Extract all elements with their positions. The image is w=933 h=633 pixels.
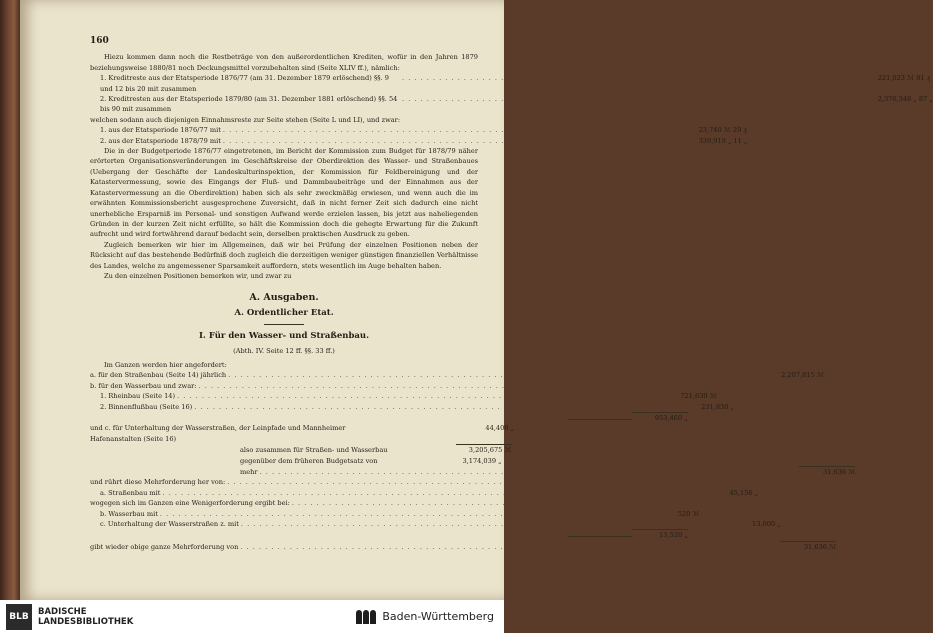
budget-row xyxy=(90,519,781,529)
budget-row-label: c. Unterhaltung der Wasserstraßen z. mit xyxy=(100,520,239,529)
budget-row xyxy=(90,509,700,519)
credit-line-1: 1. Kreditreste aus der Etatsperiode 1876/77 (am 31. Dezember 1879 erlöschend) §§. 9 und 12 bis 20 mit zusammen . . . 221,023 ℳ 81 ₰ xyxy=(90,73,478,94)
budget-row xyxy=(90,412,688,423)
book-binding xyxy=(0,0,20,600)
budget-row xyxy=(90,498,478,508)
budget-row xyxy=(90,477,478,487)
divider xyxy=(264,324,304,325)
budget-row-subvalue: 13,000 „ xyxy=(752,520,781,529)
state-branding xyxy=(354,609,494,625)
budget-row xyxy=(90,466,856,477)
budget-row-label: und rührt diese Mehrforderung her von: xyxy=(90,478,226,487)
budget-row-label: b. für den Wasserbau und zwar: xyxy=(90,381,197,390)
budget-row xyxy=(90,541,837,552)
budget-row-value: 3,205,675 ℳ xyxy=(456,444,512,455)
budget-row xyxy=(90,488,759,498)
section-heading-wasser-strassenbau: I. Für den Wasser- und Straßenbau. xyxy=(198,331,370,342)
state-lions-icon xyxy=(354,609,376,625)
budget-row-label: und c. für Unterhaltung der Wasserstraßen, der Leinpfade und Mannheimer Hafenanstalten (Seite 16) xyxy=(90,424,346,443)
totals-intro: Im Ganzen werden hier angefordert: xyxy=(104,360,227,369)
budget-row-label: gegenüber dem früheren Budgetsatz von xyxy=(240,456,378,465)
section-reference: (Abth. IV. Seite 12 ff. §§. 33 ff.) xyxy=(233,346,335,355)
page-number: 160 xyxy=(90,36,109,46)
reserve-line-1: 1. aus der Etatsperiode 1876/77 mit . . . 23,740 ℳ 29 ₰ xyxy=(90,125,478,135)
budget-items xyxy=(90,370,856,552)
blb-logo-icon: BLB xyxy=(6,604,32,630)
budget-row-label: also zusammen für Straßen- und Wasserbau xyxy=(240,446,388,455)
credit-line-2: 2. Kreditresten aus der Etatsperiode 1879/80 (am 31. Dezember 1881 erlöschend) §§. 54 bis 90 mit zusammen . . . 2,376,348 „ 87 „ xyxy=(90,94,478,115)
budget-row-subvalue: 231,830 „ xyxy=(701,402,734,411)
budget-row-label: 2. Binnenflußbau (Seite 16) xyxy=(100,402,193,411)
budget-row-subvalue xyxy=(568,419,632,420)
budget-row-label: a. Straßenbau mit xyxy=(100,488,161,497)
document-page xyxy=(90,36,933,552)
budget-row xyxy=(90,423,514,444)
footer-bar xyxy=(0,600,504,633)
budget-row-label: gibt wieder obige ganze Mehrforderung von xyxy=(90,542,239,551)
budget-row-subvalue: 721,630 ℳ xyxy=(680,392,717,401)
reserve-intro: welchen sodann auch diejenigen Einnahmsreste zur Seite stehen (Seite L und LI), und zwar: xyxy=(90,115,401,124)
library-branding xyxy=(6,604,133,630)
budget-row-value: 953,460 „ xyxy=(632,412,688,423)
budget-row-value: 45,156 „ xyxy=(729,488,759,497)
library-name-line-2: LANDESBIBLIOTHEK xyxy=(38,616,134,627)
budget-row-label: mehr xyxy=(240,468,258,477)
budget-row-label: b. Wasserbau mit xyxy=(100,509,158,518)
body-paragraph: Die in der Budgetperiode 1876/77 eingetretenen, im Bericht der Kommission zum Budget für 1878/79 näher erörterten Organisationsveränderungen im Geschäftskreise der Oberdirektion des Wasser- und Straßenbaues (Uebergang der Geschäfte der Landeskulturinspektion, der Kommission für Feldbereinigung und der Katastervermessung, sowie des Eingangs der Fluß- und Dammbaubeiträge und der Einnahmen aus der Katastervermessung an die Oberdirektion) haben sich als sehr zweckmäßig erwiesen, und wenn auch die im erwähnten Kommissionsbericht ausgesprochene Zuversicht, daß in nicht ferner Zeit sich dadurch eine nicht unerhebliche Ersparniß im Personal- und sonstigen Aufwand werde erzielen lassen, bis jetzt aus naheliegenden Gründen in der kurzen Zeit nicht erfüllte, so hält die Kommission doch die gehegte Erwartung für die Zukunft aufrecht und wird fortwährend darauf bedacht sein, derselben praktischen Ausdruck zu geben. xyxy=(90,147,478,239)
budget-row xyxy=(90,381,478,391)
budget-row-value: 3,174,039 „ xyxy=(462,456,502,465)
state-name: Baden-Württemberg xyxy=(382,610,494,623)
budget-row-label: a. für den Straßenbau (Seite 14) jährlich xyxy=(90,371,227,380)
intro-paragraph: Hiezu kommen dann noch die Restbeträge von den außerordentlichen Krediten, wofür in den Jahren 1879 beziehungsweise 1880/81 noch Deckungsmittel vorzubehalten sind (Seite XLIV ff.), nämlich: xyxy=(90,53,478,72)
body-paragraph-2: Zugleich bemerken wir hier im Allgemeinen, daß wir bei Prüfung der einzelnen Positionen neben der Rücksicht auf das bestehende Bedürfniß doch zugleich die derzeitigen weniger günstigen finanziellen Verhältnisse des Landes, welche zu angemessener Sparsamkeit auffordern, stets wesentlich im Auge behalten haben. xyxy=(90,240,478,270)
budget-row-value: 44,400 „ xyxy=(485,424,514,433)
section-heading-ordentlicher-etat: A. Ordentlicher Etat. xyxy=(234,307,334,318)
budget-row-label: 1. Rheinbau (Seite 14) xyxy=(100,392,176,401)
budget-row-label: wogegen sich im Ganzen eine Wenigerforderung ergibt bei: xyxy=(90,499,290,508)
library-name-line-1: BADISCHE xyxy=(38,606,87,617)
budget-row xyxy=(90,370,824,380)
budget-row xyxy=(90,444,512,455)
budget-row xyxy=(90,529,688,540)
reserve-line-2: 2. aus der Etatsperiode 1878/79 mit . . . 339,919 „ 11 „ xyxy=(90,136,478,146)
budget-row xyxy=(90,391,717,401)
budget-row-subvalue xyxy=(568,536,632,537)
budget-row-value: 13,520 „ xyxy=(632,529,688,540)
body-paragraph-3: Zu den einzelnen Positionen bemerken wir, und zwar zu xyxy=(104,271,292,280)
budget-row-value: 2,207,815 ℳ xyxy=(781,371,824,380)
budget-row xyxy=(90,456,502,466)
section-heading-ausgaben: A. Ausgaben. xyxy=(249,292,319,304)
budget-row-value: 31,636 ℳ xyxy=(780,541,836,552)
budget-row-subvalue: 520 ℳ xyxy=(677,509,700,518)
budget-row-value: 31,636 ℳ xyxy=(799,466,855,477)
budget-row xyxy=(90,402,734,412)
